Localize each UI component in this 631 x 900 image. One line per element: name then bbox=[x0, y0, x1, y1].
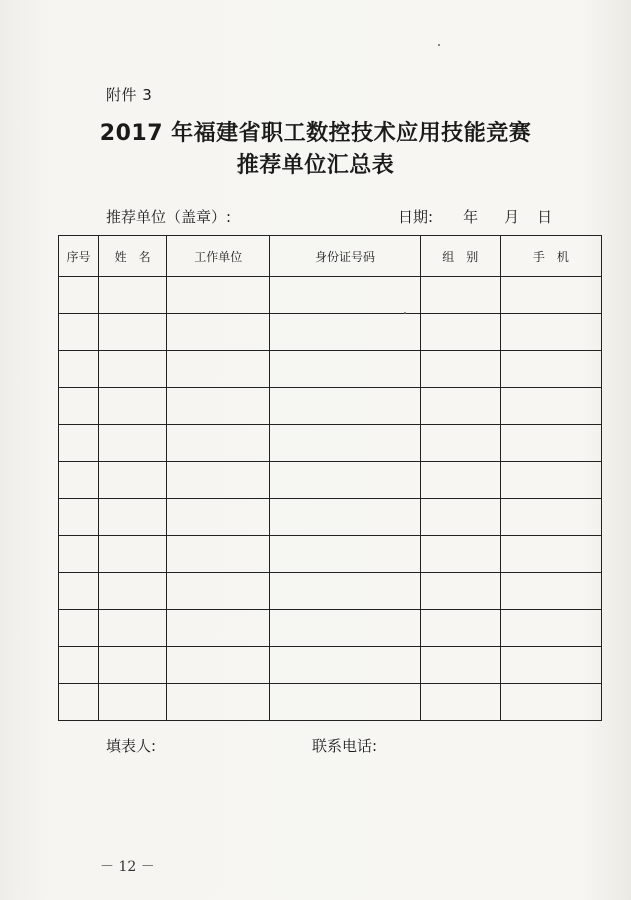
cell-name bbox=[99, 536, 167, 573]
header-group: 组 别 bbox=[420, 236, 500, 277]
cell-id-number bbox=[270, 684, 420, 721]
cell-name bbox=[99, 499, 167, 536]
header-id-number: 身份证号码 bbox=[270, 236, 420, 277]
date-year-label: 年 bbox=[463, 208, 479, 226]
cell-mobile bbox=[500, 314, 601, 351]
cell-mobile bbox=[500, 499, 601, 536]
cell-mobile bbox=[500, 462, 601, 499]
cell-group bbox=[420, 425, 500, 462]
table-row bbox=[59, 536, 602, 573]
attachment-label: 附件 3 bbox=[106, 86, 153, 104]
cell-mobile bbox=[500, 277, 601, 314]
table-row bbox=[59, 647, 602, 684]
cell-id-number bbox=[270, 388, 420, 425]
cell-serial-number bbox=[59, 610, 99, 647]
cell-mobile bbox=[500, 684, 601, 721]
table-header-row bbox=[59, 236, 602, 277]
cell-name bbox=[99, 277, 167, 314]
cell-name bbox=[99, 388, 167, 425]
cell-group bbox=[420, 684, 500, 721]
cell-serial-number bbox=[59, 277, 99, 314]
cell-work-unit bbox=[167, 425, 270, 462]
cell-group bbox=[420, 351, 500, 388]
cell-work-unit bbox=[167, 647, 270, 684]
cell-id-number bbox=[270, 351, 420, 388]
cell-serial-number bbox=[59, 647, 99, 684]
header-serial-number: 序号 bbox=[59, 236, 99, 277]
recommending-unit-label: 推荐单位（盖章）: bbox=[106, 208, 232, 226]
summary-table bbox=[58, 235, 602, 721]
cell-serial-number bbox=[59, 499, 99, 536]
cell-id-number bbox=[270, 536, 420, 573]
cell-group bbox=[420, 647, 500, 684]
cell-work-unit bbox=[167, 388, 270, 425]
cell-group bbox=[420, 277, 500, 314]
date-day-label: 日 bbox=[537, 208, 553, 226]
cell-serial-number bbox=[59, 462, 99, 499]
table-row bbox=[59, 499, 602, 536]
cell-group bbox=[420, 462, 500, 499]
table-row bbox=[59, 462, 602, 499]
cell-mobile bbox=[500, 351, 601, 388]
cell-id-number bbox=[270, 573, 420, 610]
cell-work-unit bbox=[167, 536, 270, 573]
cell-work-unit bbox=[167, 610, 270, 647]
cell-id-number bbox=[270, 647, 420, 684]
cell-mobile bbox=[500, 573, 601, 610]
cell-name bbox=[99, 351, 167, 388]
cell-id-number bbox=[270, 499, 420, 536]
cell-work-unit bbox=[167, 499, 270, 536]
cell-group bbox=[420, 610, 500, 647]
cell-mobile bbox=[500, 388, 601, 425]
cell-mobile bbox=[500, 425, 601, 462]
cell-id-number bbox=[270, 277, 420, 314]
cell-serial-number bbox=[59, 425, 99, 462]
table-row bbox=[59, 277, 602, 314]
header-work-unit: 工作单位 bbox=[167, 236, 270, 277]
cell-name bbox=[99, 314, 167, 351]
table-row bbox=[59, 314, 602, 351]
cell-work-unit bbox=[167, 462, 270, 499]
header-mobile: 手 机 bbox=[500, 236, 601, 277]
table-row bbox=[59, 351, 602, 388]
table-row bbox=[59, 388, 602, 425]
cell-id-number bbox=[270, 610, 420, 647]
header-name: 姓 名 bbox=[99, 236, 167, 277]
cell-id-number bbox=[270, 462, 420, 499]
table-row bbox=[59, 573, 602, 610]
cell-work-unit bbox=[167, 573, 270, 610]
date-label: 日期: bbox=[398, 208, 434, 226]
scan-speck bbox=[404, 312, 406, 314]
cell-serial-number bbox=[59, 388, 99, 425]
page-number: － 12 － bbox=[100, 859, 155, 875]
cell-serial-number bbox=[59, 314, 99, 351]
cell-id-number bbox=[270, 425, 420, 462]
date-field bbox=[398, 206, 552, 227]
document-title-line2: 推荐单位汇总表 bbox=[236, 153, 395, 178]
table-row bbox=[59, 425, 602, 462]
filler-label: 填表人: bbox=[106, 737, 157, 755]
cell-work-unit bbox=[167, 277, 270, 314]
table-body bbox=[59, 277, 602, 721]
cell-group bbox=[420, 388, 500, 425]
cell-work-unit bbox=[167, 314, 270, 351]
cell-name bbox=[99, 573, 167, 610]
cell-group bbox=[420, 499, 500, 536]
cell-group bbox=[420, 314, 500, 351]
cell-serial-number bbox=[59, 536, 99, 573]
cell-name bbox=[99, 425, 167, 462]
cell-serial-number bbox=[59, 351, 99, 388]
cell-id-number bbox=[270, 314, 420, 351]
cell-name bbox=[99, 647, 167, 684]
cell-name bbox=[99, 684, 167, 721]
cell-work-unit bbox=[167, 351, 270, 388]
cell-name bbox=[99, 610, 167, 647]
cell-work-unit bbox=[167, 684, 270, 721]
document-title-line1: 2017 年福建省职工数控技术应用技能竞赛 bbox=[99, 121, 532, 146]
cell-serial-number bbox=[59, 684, 99, 721]
cell-group bbox=[420, 573, 500, 610]
cell-mobile bbox=[500, 610, 601, 647]
cell-mobile bbox=[500, 647, 601, 684]
table-row bbox=[59, 610, 602, 647]
cell-mobile bbox=[500, 536, 601, 573]
table-row bbox=[59, 684, 602, 721]
contact-phone-label: 联系电话: bbox=[312, 737, 378, 755]
cell-name bbox=[99, 462, 167, 499]
cell-group bbox=[420, 536, 500, 573]
scan-speck bbox=[438, 44, 440, 46]
date-month-label: 月 bbox=[504, 208, 520, 226]
cell-serial-number bbox=[59, 573, 99, 610]
